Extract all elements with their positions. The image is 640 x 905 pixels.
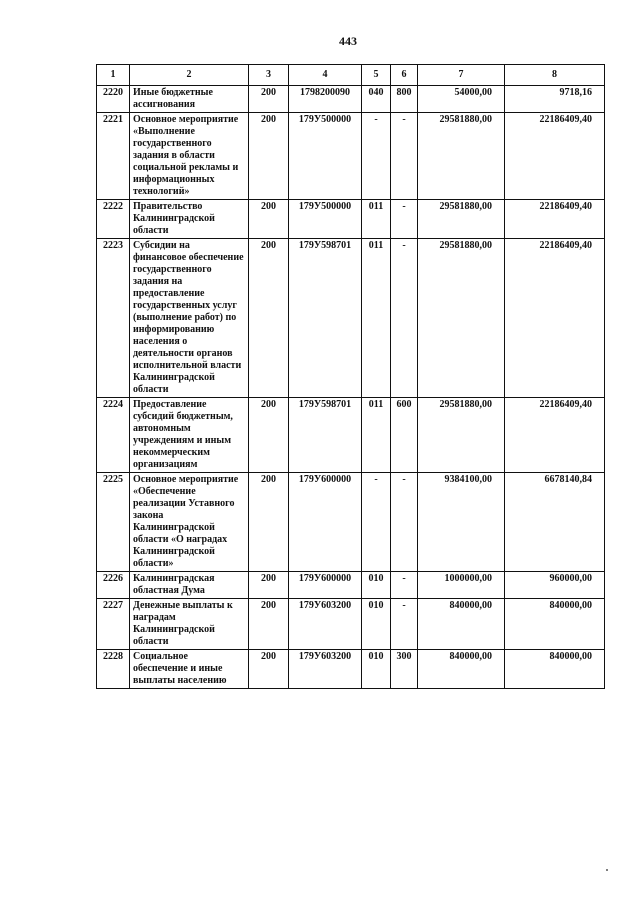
- column-5-cell: -: [362, 473, 391, 572]
- column-5-cell: 010: [362, 650, 391, 689]
- amount-8-cell: 22186409,40: [505, 113, 605, 200]
- amount-7-cell: 840000,00: [418, 599, 505, 650]
- header-cell: 4: [289, 65, 362, 86]
- amount-8-cell: 840000,00: [505, 599, 605, 650]
- header-cell: 7: [418, 65, 505, 86]
- column-3-cell: 200: [249, 239, 289, 398]
- row-number-cell: 2226: [97, 572, 130, 599]
- amount-7-cell: 29581880,00: [418, 200, 505, 239]
- code-cell: 179У500000: [289, 113, 362, 200]
- column-6-cell: -: [391, 572, 418, 599]
- row-number-cell: 2225: [97, 473, 130, 572]
- column-5-cell: 010: [362, 599, 391, 650]
- amount-8-cell: 6678140,84: [505, 473, 605, 572]
- column-6-cell: -: [391, 113, 418, 200]
- item-name-cell: Основное мероприятие «Выполнение государственного задания в области социальной рекламы и информационных технологий»: [130, 113, 249, 200]
- item-name-cell: Калининградская областная Дума: [130, 572, 249, 599]
- header-cell: 1: [97, 65, 130, 86]
- budget-table: [96, 64, 605, 689]
- code-cell: 179У598701: [289, 398, 362, 473]
- scan-speck: [606, 869, 608, 871]
- header-row: [97, 65, 605, 86]
- row-number-cell: 2228: [97, 650, 130, 689]
- table-row: [97, 239, 605, 398]
- column-6-cell: -: [391, 473, 418, 572]
- item-name-cell: Основное мероприятие «Обеспечение реализации Уставного закона Калининградской области «О наградах Калининградской области»: [130, 473, 249, 572]
- header-cell: 3: [249, 65, 289, 86]
- column-5-cell: 040: [362, 86, 391, 113]
- column-3-cell: 200: [249, 86, 289, 113]
- item-name-cell: Предоставление субсидий бюджетным, автономным учреждениям и иным некоммерческим организациям: [130, 398, 249, 473]
- item-name-cell: Социальное обеспечение и иные выплаты населению: [130, 650, 249, 689]
- column-6-cell: -: [391, 239, 418, 398]
- column-6-cell: 300: [391, 650, 418, 689]
- column-3-cell: 200: [249, 113, 289, 200]
- code-cell: 179У600000: [289, 473, 362, 572]
- header-cell: 8: [505, 65, 605, 86]
- row-number-cell: 2227: [97, 599, 130, 650]
- amount-7-cell: 29581880,00: [418, 398, 505, 473]
- column-6-cell: 800: [391, 86, 418, 113]
- amount-7-cell: 9384100,00: [418, 473, 505, 572]
- code-cell: 179У603200: [289, 599, 362, 650]
- amount-7-cell: 29581880,00: [418, 239, 505, 398]
- row-number-cell: 2220: [97, 86, 130, 113]
- row-number-cell: 2222: [97, 200, 130, 239]
- table-row: [97, 599, 605, 650]
- table-row: [97, 650, 605, 689]
- amount-8-cell: 22186409,40: [505, 239, 605, 398]
- column-3-cell: 200: [249, 572, 289, 599]
- table-row: [97, 113, 605, 200]
- code-cell: 179У603200: [289, 650, 362, 689]
- table-row: [97, 86, 605, 113]
- column-5-cell: 011: [362, 239, 391, 398]
- amount-7-cell: 29581880,00: [418, 113, 505, 200]
- item-name-cell: Субсидии на финансовое обеспечение государственного задания на предоставление государственных услуг (выполнение работ) по информированию населения о деятельности органов исполнительной власти Калининградской области: [130, 239, 249, 398]
- table-body: [97, 86, 605, 689]
- column-6-cell: -: [391, 599, 418, 650]
- page-number: 443: [339, 34, 357, 48]
- amount-8-cell: 840000,00: [505, 650, 605, 689]
- amount-8-cell: 22186409,40: [505, 200, 605, 239]
- column-5-cell: 011: [362, 398, 391, 473]
- column-5-cell: 010: [362, 572, 391, 599]
- row-number-cell: 2221: [97, 113, 130, 200]
- column-6-cell: -: [391, 200, 418, 239]
- column-3-cell: 200: [249, 398, 289, 473]
- column-3-cell: 200: [249, 650, 289, 689]
- amount-8-cell: 960000,00: [505, 572, 605, 599]
- header-cell: 2: [130, 65, 249, 86]
- amount-7-cell: 54000,00: [418, 86, 505, 113]
- item-name-cell: Правительство Калининградской области: [130, 200, 249, 239]
- table-row: [97, 200, 605, 239]
- amount-8-cell: 22186409,40: [505, 398, 605, 473]
- code-cell: 179У600000: [289, 572, 362, 599]
- column-6-cell: 600: [391, 398, 418, 473]
- column-3-cell: 200: [249, 599, 289, 650]
- code-cell: 179У500000: [289, 200, 362, 239]
- row-number-cell: 2223: [97, 239, 130, 398]
- code-cell: 1798200090: [289, 86, 362, 113]
- amount-8-cell: 9718,16: [505, 86, 605, 113]
- item-name-cell: Иные бюджетные ассигнования: [130, 86, 249, 113]
- row-number-cell: 2224: [97, 398, 130, 473]
- header-cell: 5: [362, 65, 391, 86]
- code-cell: 179У598701: [289, 239, 362, 398]
- amount-7-cell: 1000000,00: [418, 572, 505, 599]
- table-row: [97, 572, 605, 599]
- column-3-cell: 200: [249, 473, 289, 572]
- column-5-cell: 011: [362, 200, 391, 239]
- column-5-cell: -: [362, 113, 391, 200]
- item-name-cell: Денежные выплаты к наградам Калининградской области: [130, 599, 249, 650]
- column-3-cell: 200: [249, 200, 289, 239]
- header-cell: 6: [391, 65, 418, 86]
- table-row: [97, 398, 605, 473]
- table-row: [97, 473, 605, 572]
- amount-7-cell: 840000,00: [418, 650, 505, 689]
